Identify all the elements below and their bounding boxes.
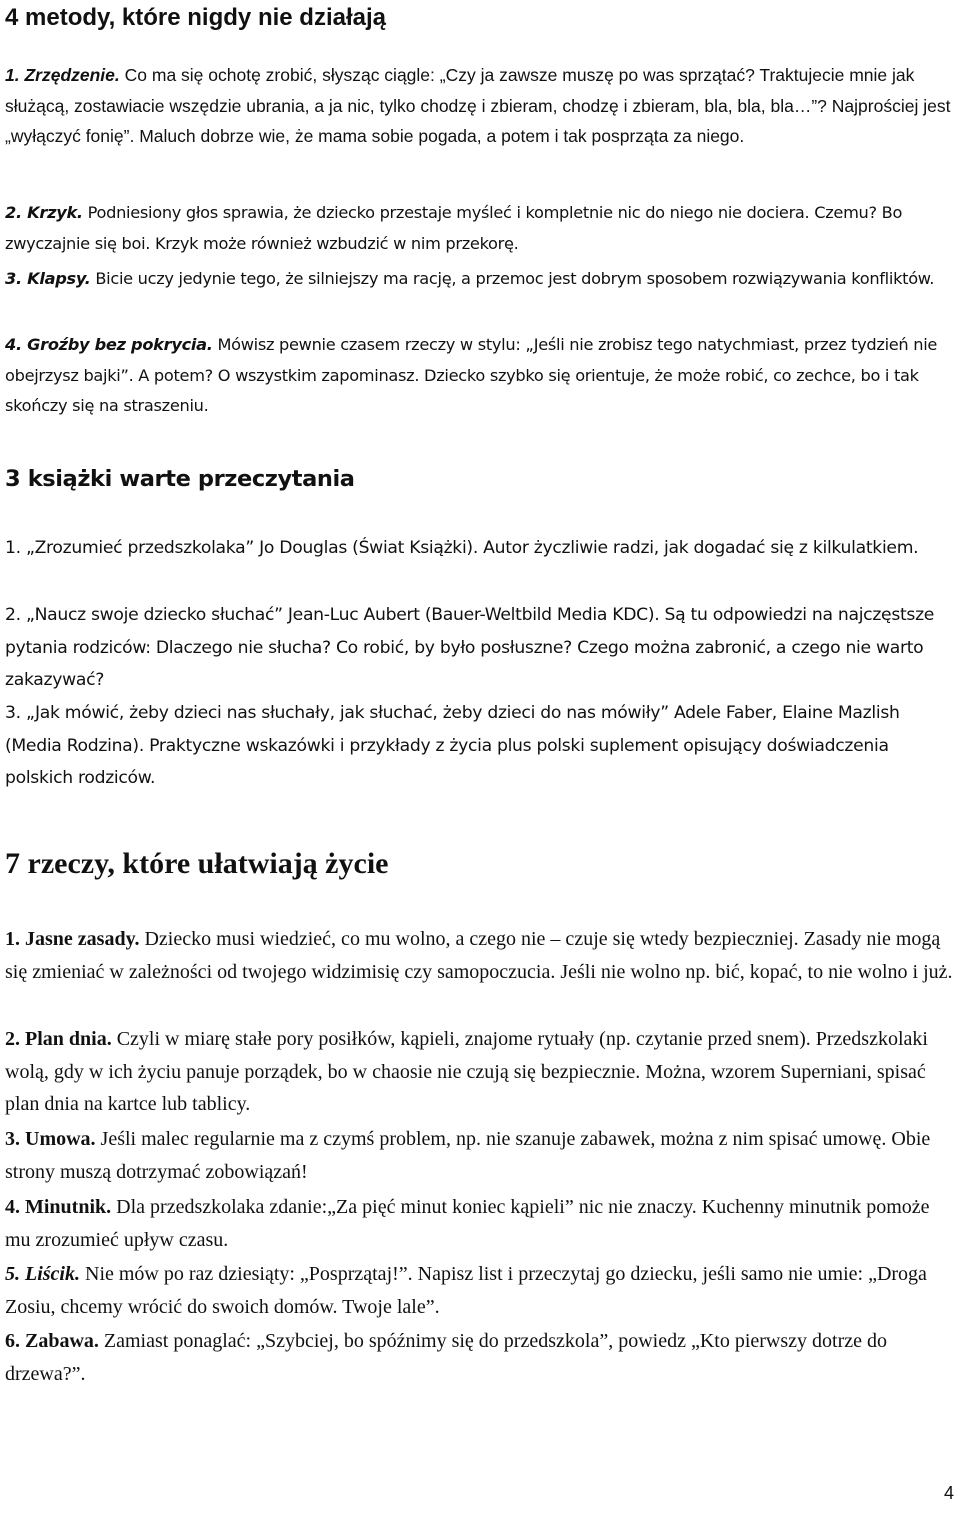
tip-label: 2. Plan dnia. — [5, 1028, 112, 1050]
tip-item-4 — [5, 1191, 955, 1256]
section-heading-books: 3 książki warte przeczytania — [5, 466, 355, 492]
method-label: 3. Klapsy. — [5, 269, 91, 288]
tip-item-2 — [5, 1023, 955, 1121]
tip-item-3 — [5, 1123, 955, 1188]
tip-text: Dla przedszkolaka zdanie:„Za pięć minut koniec kąpieli” nic nie znaczy. Kuchenny minutnik pomoże mu zrozumieć upływ czasu. — [5, 1196, 930, 1251]
tip-text: Jeśli malec regularnie ma z czymś problem, np. nie szanuje zabawek, można z nim spisać umowę. Obie strony muszą dotrzymać zobowiązań! — [5, 1128, 931, 1183]
section-heading-tips: 7 rzeczy, które ułatwiają życie — [5, 847, 389, 880]
book-item-1: 1. „Zrozumieć przedszkolaka” Jo Douglas (Świat Książki). Autor życzliwie radzi, jak dogadać się z kilkulatkiem. — [5, 538, 919, 558]
method-label: 2. Krzyk. — [5, 203, 83, 222]
tip-label: 1. Jasne zasady. — [5, 928, 140, 950]
method-text: Bicie uczy jedynie tego, że silniejszy ma rację, a przemoc jest dobrym sposobem rozwiązywania konfliktów. — [90, 269, 935, 288]
page-number: 4 — [943, 1483, 954, 1503]
method-label: 1. Zrzędzenie. — [5, 65, 120, 85]
method-item-2 — [5, 198, 955, 259]
tip-label: 6. Zabawa. — [5, 1330, 99, 1352]
tip-label: 5. Liścik. — [5, 1263, 80, 1285]
tip-item-1 — [5, 923, 955, 988]
method-text: Mówisz pewnie czasem rzeczy w stylu: „Jeśli nie zrobisz tego natychmiast, przez tydzień nie obejrzysz bajki”. A potem? O wszystkim zapominasz. Dziecko szybko się orientuje, że może robić, co zechce, bo i tak skończy się na straszeniu. — [5, 335, 938, 415]
tip-text: Zamiast ponaglać: „Szybciej, bo spóźnimy się do przedszkola”, powiedz „Kto pierwszy dotrze do drzewa?”. — [5, 1330, 887, 1385]
method-item-3 — [5, 264, 955, 295]
method-item-1 — [5, 60, 955, 152]
tip-label: 3. Umowa. — [5, 1128, 96, 1150]
book-item-3: 3. „Jak mówić, żeby dzieci nas słuchały, jak słuchać, żeby dzieci do nas mówiły” Adele Faber, Elaine Mazlish (Media Rodzina). Praktyczne wskazówki i przykłady z życia plus polski suplement opisujący doświadczenia polskich rodziców. — [5, 703, 900, 788]
tip-item-5 — [5, 1258, 955, 1323]
method-text: Podniesiony głos sprawia, że dziecko przestaje myśleć i kompletnie nic do niego nie dociera. Czemu? Bo zwyczajnie się boi. Krzyk może również wzbudzić w nim przekorę. — [5, 203, 903, 253]
tip-text: Nie mów po raz dziesiąty: „Posprzątaj!”. Napisz list i przeczytaj go dziecku, jeśli samo nie umie: „Droga Zosiu, chcemy wrócić do swoich domów. Twoje lale”. — [5, 1263, 927, 1318]
method-item-4 — [5, 330, 955, 422]
method-label: 4. Groźby bez pokrycia. — [5, 335, 213, 354]
tip-item-6 — [5, 1325, 955, 1390]
tip-text: Dziecko musi wiedzieć, co mu wolno, a czego nie – czuje się wtedy bezpieczniej. Zasady nie mogą się zmieniać w zależności od twojego widzimisię czy samopoczucia. Jeśli nie wolno np. bić, kopać, to nie wolno i już. — [5, 928, 953, 983]
tip-text: Czyli w miarę stałe pory posiłków, kąpieli, znajome rytuały (np. czytanie przed snem). Przedszkolaki wolą, gdy w ich życiu panuje porządek, bo w chaosie nie czują się bezpiecznie. Można, wzorem Superniani, spisać plan dnia na kartce lub tablicy. — [5, 1028, 928, 1115]
book-item-2: 2. „Naucz swoje dziecko słuchać” Jean-Luc Aubert (Bauer-Weltbild Media KDC). Są tu odpowiedzi na najczęstsze pytania rodziców: Dlaczego nie słucha? Co robić, by było posłuszne? Czego można zabronić, a czego nie warto zakazywać? — [5, 605, 935, 690]
section-heading-methods: 4 metody, które nigdy nie działają — [5, 4, 386, 31]
tip-label: 4. Minutnik. — [5, 1196, 112, 1218]
method-text: Co ma się ochotę zrobić, słysząc ciągle: „Czy ja zawsze muszę po was sprzątać? Traktujecie mnie jak służącą, zostawiacie wszędzie ubrania, a ja nic, tylko chodzę i zbieram, chodzę i zbieram, bla, bla, bla…”? Najprościej jest „wyłączyć fonię”. Maluch dobrze wie, że mama sobie pogada, a potem i tak posprząta za niego. — [5, 65, 951, 146]
